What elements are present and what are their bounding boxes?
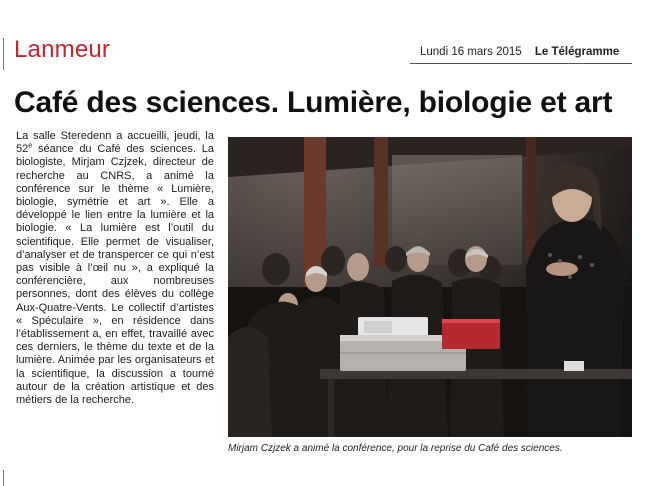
article-headline: Café des sciences. Lumière, biologie et art: [14, 86, 613, 119]
section-rubric: Lanmeur: [14, 36, 111, 63]
dateline: [420, 46, 619, 58]
dateline-rule: [410, 63, 632, 64]
publication-date: Lundi 16 mars 2015: [420, 46, 522, 58]
photo-caption: Mirjam Czjzek a animé la conférence, pour la reprise du Café des sciences.: [228, 443, 563, 454]
article-text-rest: séance du Café des sciences. La biologiste, Mirjam Czjzek, directeur de recherche au CNRS, a animé la conférence sur le thème « Lumière, biologie, symétrie et art ». Elle a développé le lien entre la lumière et la biologie. « La lumière est l’outil du scientifique. Elle permet de visualiser, d’analyser et de transpercer ce qui n’est pas visible à l’œil nu », a expliqué la conférencière, aux nombreuses personnes, dont des élèves du collège Aux-Quatre-Vents. Le collectif d’artistes « Spéculaire », en résidence dans l’établissement a, en effet, travaillé avec ces derniers, le thème du texte et de la lumière. Animée par les organisateurs et la scientifique, la discussion a tourné autour de la création artistique et des métiers de la recherche.: [16, 143, 214, 407]
crop-mark: [3, 470, 4, 486]
article-text-start: La salle Steredenn a accueilli, jeudi, la 52: [16, 130, 214, 156]
photo-scene: [228, 137, 632, 437]
newspaper-name: Le Télégramme: [534, 46, 620, 58]
crop-mark: [3, 38, 4, 70]
ordinal-superscript: e: [28, 142, 33, 150]
article-body: [16, 130, 214, 407]
article-photo: [228, 137, 632, 437]
